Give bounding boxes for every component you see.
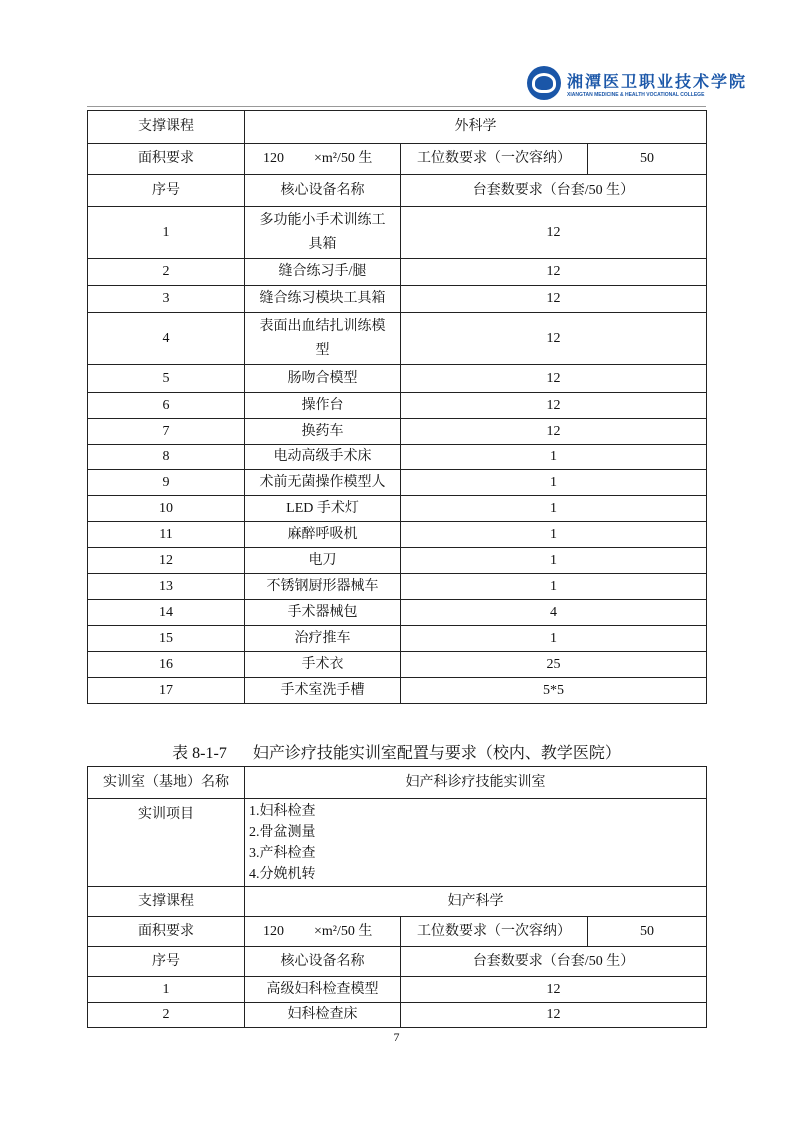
equipment-name: 操作台 bbox=[245, 393, 401, 419]
page-number: 7 bbox=[393, 1030, 400, 1044]
col-header-seq: 序号 bbox=[88, 175, 245, 207]
project-item: 2.骨盆测量 bbox=[249, 825, 316, 840]
stations-value: 50 bbox=[588, 144, 707, 175]
row-qty: 1 bbox=[401, 626, 707, 652]
equipment-name: 不锈钢厨形器械车 bbox=[245, 574, 401, 600]
row-qty: 12 bbox=[401, 1003, 707, 1028]
equipment-name: 换药车 bbox=[245, 419, 401, 445]
table-row bbox=[88, 522, 707, 548]
table-row bbox=[88, 365, 707, 393]
obgyn-equipment-table bbox=[87, 766, 707, 1028]
project-item: 1.妇科检查 bbox=[249, 804, 316, 819]
area-label: 面积要求 bbox=[88, 144, 245, 175]
row-seq: 2 bbox=[88, 1003, 245, 1028]
col-header-seq: 序号 bbox=[88, 947, 245, 977]
logo-chinese-name: 湘潭医卫职业技术学院 bbox=[567, 73, 748, 91]
support-course-value: 外科学 bbox=[245, 111, 707, 144]
row-seq: 2 bbox=[88, 259, 245, 286]
row-seq: 10 bbox=[88, 496, 245, 522]
equipment-name: 电刀 bbox=[245, 548, 401, 574]
row-qty: 12 bbox=[401, 259, 707, 286]
row-qty: 1 bbox=[401, 574, 707, 600]
equipment-name: 手术衣 bbox=[245, 652, 401, 678]
equipment-name: 电动高级手术床 bbox=[245, 445, 401, 470]
area-label: 面积要求 bbox=[88, 917, 245, 947]
equipment-name: 麻醉呼吸机 bbox=[245, 522, 401, 548]
room-name-row bbox=[88, 767, 707, 799]
table-row bbox=[88, 600, 707, 626]
row-seq: 16 bbox=[88, 652, 245, 678]
row-qty: 12 bbox=[401, 393, 707, 419]
row-seq: 1 bbox=[88, 207, 245, 259]
area-unit: ×m²/50 生 bbox=[314, 151, 373, 166]
table-row bbox=[88, 626, 707, 652]
room-name-label: 实训室（基地）名称 bbox=[88, 767, 245, 799]
header-rule bbox=[87, 106, 706, 107]
row-qty: 12 bbox=[401, 286, 707, 313]
table-row bbox=[88, 419, 707, 445]
equipment-name: 术前无菌操作模型人 bbox=[245, 470, 401, 496]
row-qty: 12 bbox=[401, 419, 707, 445]
row-seq: 8 bbox=[88, 445, 245, 470]
row-seq: 15 bbox=[88, 626, 245, 652]
row-qty: 12 bbox=[401, 977, 707, 1003]
table-row bbox=[88, 259, 707, 286]
row-seq: 11 bbox=[88, 522, 245, 548]
equipment-name: 缝合练习手/腿 bbox=[245, 259, 401, 286]
col-header-name: 核心设备名称 bbox=[245, 175, 401, 207]
equipment-name: 高级妇科检查模型 bbox=[245, 977, 401, 1003]
row-seq: 3 bbox=[88, 286, 245, 313]
row-seq: 17 bbox=[88, 678, 245, 704]
area-value: 120 bbox=[263, 923, 284, 939]
logo-english-name: XIANGTAN MEDICINE & HEALTH VOCATIONAL COLLEGE bbox=[567, 91, 705, 98]
table-row bbox=[88, 496, 707, 522]
row-seq: 5 bbox=[88, 365, 245, 393]
row-qty: 12 bbox=[401, 313, 707, 365]
caption-title: 妇产诊疗技能实训室配置与要求（校内、教学医院） bbox=[252, 745, 621, 762]
support-course-row bbox=[88, 111, 707, 144]
row-seq: 14 bbox=[88, 600, 245, 626]
area-value-cell bbox=[245, 144, 401, 175]
row-qty: 1 bbox=[401, 445, 707, 470]
caption-number: 表 8-1-7 bbox=[172, 745, 227, 762]
row-qty: 12 bbox=[401, 207, 707, 259]
college-seal-icon bbox=[527, 66, 561, 100]
row-seq: 12 bbox=[88, 548, 245, 574]
equipment-name: 肠吻合模型 bbox=[245, 365, 401, 393]
project-item: 3.产科检查 bbox=[249, 846, 316, 861]
table-row bbox=[88, 313, 707, 365]
table-caption bbox=[0, 740, 793, 763]
table-row bbox=[88, 678, 707, 704]
area-value-cell bbox=[245, 917, 401, 947]
table-row bbox=[88, 652, 707, 678]
stations-label: 工位数要求（一次容纳） bbox=[401, 917, 588, 947]
row-seq: 9 bbox=[88, 470, 245, 496]
header-row bbox=[88, 947, 707, 977]
table-row bbox=[88, 207, 707, 259]
row-seq: 13 bbox=[88, 574, 245, 600]
equipment-name: 手术器械包 bbox=[245, 600, 401, 626]
row-qty: 1 bbox=[401, 470, 707, 496]
support-course-row bbox=[88, 887, 707, 917]
table-row bbox=[88, 977, 707, 1003]
equipment-name: LED 手术灯 bbox=[245, 496, 401, 522]
row-seq: 7 bbox=[88, 419, 245, 445]
col-header-qty: 台套数要求（台套/50 生） bbox=[401, 947, 707, 977]
equipment-name: 多功能小手术训练工具箱 bbox=[245, 207, 401, 259]
row-qty: 5*5 bbox=[401, 678, 707, 704]
table-row bbox=[88, 286, 707, 313]
row-seq: 4 bbox=[88, 313, 245, 365]
table-row bbox=[88, 445, 707, 470]
support-course-label: 支撑课程 bbox=[88, 111, 245, 144]
row-qty: 12 bbox=[401, 365, 707, 393]
col-header-name: 核心设备名称 bbox=[245, 947, 401, 977]
row-seq: 6 bbox=[88, 393, 245, 419]
row-qty: 25 bbox=[401, 652, 707, 678]
row-seq: 1 bbox=[88, 977, 245, 1003]
table-row bbox=[88, 574, 707, 600]
table-row bbox=[88, 470, 707, 496]
project-item: 4.分娩机转 bbox=[249, 867, 316, 882]
projects-label: 实训项目 bbox=[88, 799, 245, 887]
college-logo bbox=[527, 66, 747, 100]
support-course-value: 妇产科学 bbox=[245, 887, 707, 917]
area-row bbox=[88, 144, 707, 175]
row-qty: 1 bbox=[401, 496, 707, 522]
stations-value: 50 bbox=[588, 917, 707, 947]
support-course-label: 支撑课程 bbox=[88, 887, 245, 917]
equipment-name: 表面出血结扎训练模型 bbox=[245, 313, 401, 365]
equipment-name: 手术室洗手槽 bbox=[245, 678, 401, 704]
area-unit: ×m²/50 生 bbox=[314, 923, 373, 939]
stations-label: 工位数要求（一次容纳） bbox=[401, 144, 588, 175]
col-header-qty: 台套数要求（台套/50 生） bbox=[401, 175, 707, 207]
surgery-equipment-table bbox=[87, 110, 707, 704]
equipment-name: 缝合练习模块工具箱 bbox=[245, 286, 401, 313]
table-row bbox=[88, 548, 707, 574]
area-row bbox=[88, 917, 707, 947]
row-qty: 1 bbox=[401, 522, 707, 548]
row-qty: 1 bbox=[401, 548, 707, 574]
projects-row bbox=[88, 799, 707, 887]
area-value: 120 bbox=[263, 151, 284, 166]
table-row bbox=[88, 393, 707, 419]
header-row bbox=[88, 175, 707, 207]
equipment-name: 治疗推车 bbox=[245, 626, 401, 652]
equipment-name: 妇科检查床 bbox=[245, 1003, 401, 1028]
table-row bbox=[88, 1003, 707, 1028]
row-qty: 4 bbox=[401, 600, 707, 626]
room-name-value: 妇产科诊疗技能实训室 bbox=[245, 767, 707, 799]
projects-list bbox=[245, 799, 707, 887]
